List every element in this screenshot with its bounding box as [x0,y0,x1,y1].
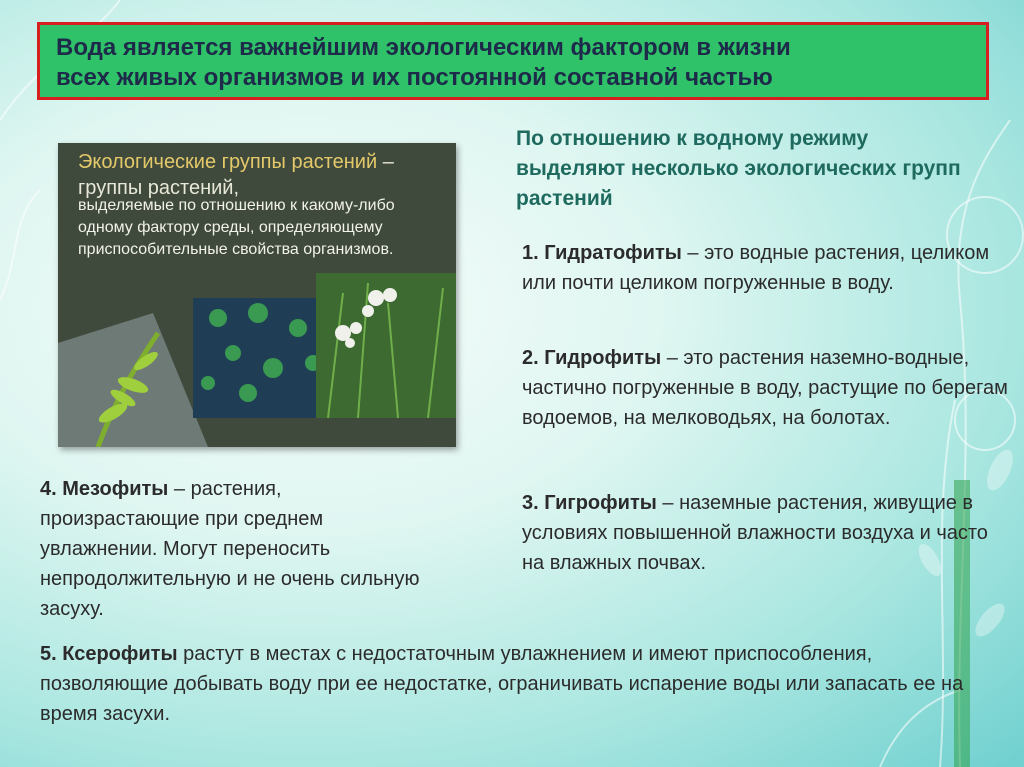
plant-photos [58,273,456,447]
item-1-text: – это водные растения, целиком или почти целиком погруженные в воду. [522,242,990,294]
item-3-number: 3. [522,492,539,514]
item-hydratophytes [522,238,1012,298]
title-line-1: Вода является важнейшим экологическим фактором в жизни [56,34,791,61]
item-2-term: Гидрофиты [544,347,662,369]
ecological-groups-image-panel [58,143,456,447]
item-hydrophytes [522,343,1012,433]
item-hygrophytes [522,488,1012,578]
item-5-text: растут в местах с недостаточным увлажнением и имеют приспособления, позволяющие добывать воду при ее недостатке, ограничивать испарение воды или запасать ее на время засухи. [40,643,964,725]
panel-title-rest: – группы растений, [78,151,394,199]
item-4-term: Мезофиты [62,478,169,500]
panel-description: выделяемые по отношению к какому-либо одному фактору среды, определяющему приспособительные свойства организмов. [78,197,395,258]
item-mesophytes [40,474,440,624]
title-line-2: всех живых организмов и их постоянной составной частью [56,64,773,91]
item-4-number: 4. [40,478,57,500]
panel-title [78,149,438,201]
item-4-text: – растения, произрастающие при среднем увлажнении. Могут переносить непродолжительную и не очень сильную засуху. [40,478,420,620]
item-1-number: 1. [522,242,539,264]
item-2-number: 2. [522,347,539,369]
item-xerophytes [40,639,990,729]
title-banner [37,22,989,100]
item-3-text: – наземные растения, живущие в условиях повышенной влажности воздуха и часто на влажных почвах. [522,492,988,574]
intro-text: По отношению к водному режиму выделяют несколько экологических групп растений [516,127,961,210]
panel-title-accent: Экологические группы растений [78,151,378,173]
item-3-term: Гигрофиты [544,492,657,514]
item-2-text: – это растения наземно-водные, частично погруженные в воду, растущие по берегам водоемов, на мелководьях, на болотах. [522,347,1008,429]
item-5-term: Ксерофиты [62,643,178,665]
item-5-number: 5. [40,643,57,665]
item-1-term: Гидратофиты [544,242,682,264]
